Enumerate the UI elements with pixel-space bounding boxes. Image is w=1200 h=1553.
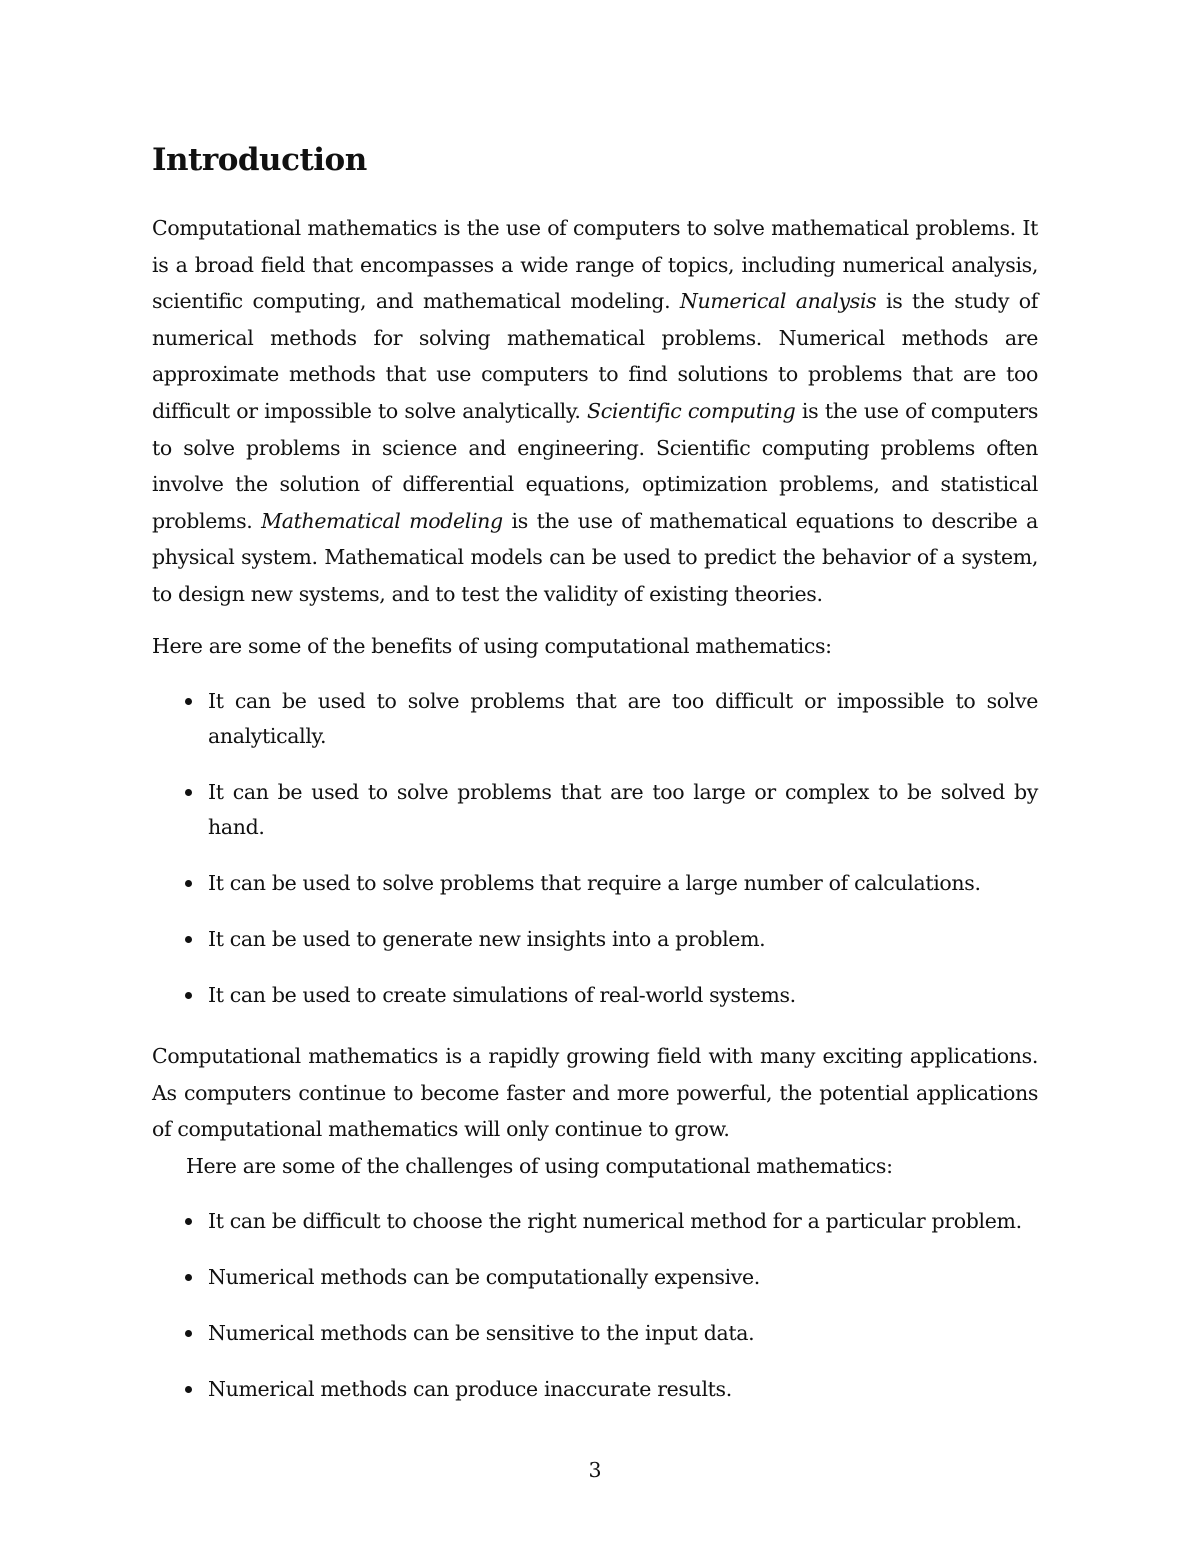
- term-scientific-computing: Scientific computing: [587, 398, 796, 423]
- list-item-text: It can be difficult to choose the right numerical method for a particular problem.: [208, 1209, 1022, 1233]
- growth-paragraph: Computational mathematics is a rapidly growing field with many exciting applications. As computers continue to become faster and more powerful, the potential applications of computational mathematics will only continue to grow.: [152, 1044, 1038, 1142]
- term-mathematical-modeling: Mathematical modeling: [261, 508, 503, 533]
- bullet-icon: [185, 1274, 192, 1281]
- list-item: [152, 866, 1038, 901]
- bullet-icon: [185, 992, 192, 999]
- intro-paragraph: [152, 210, 1038, 613]
- list-item: [152, 684, 1038, 754]
- list-item: [152, 978, 1038, 1013]
- list-item-text: It can be used to solve problems that require a large number of calculations.: [208, 871, 981, 895]
- bullet-icon: [185, 698, 192, 705]
- benefits-list: [152, 684, 1038, 1034]
- document-page: [152, 0, 1038, 1553]
- bullet-icon: [185, 880, 192, 887]
- list-item-text: Numerical methods can produce inaccurate results.: [208, 1377, 732, 1401]
- bullet-icon: [185, 1218, 192, 1225]
- intro-text-1: Computational mathematics is the use of computers to solve mathematical problems. It is a broad field that encompasses a wide range of topics, including numerical analysis, scientific computing, and mathematical modeling.: [152, 216, 1038, 314]
- benefits-intro: Here are some of the benefits of using computational mathematics:: [152, 634, 832, 658]
- list-item-text: It can be used to solve problems that are too large or complex to be solved by hand.: [208, 780, 1038, 839]
- list-item-text: It can be used to generate new insights into a problem.: [208, 927, 766, 951]
- list-item: [152, 1204, 1038, 1239]
- list-item: [152, 1260, 1038, 1295]
- bullet-icon: [185, 789, 192, 796]
- term-numerical-analysis: Numerical analysis: [679, 289, 877, 314]
- bullet-icon: [185, 1330, 192, 1337]
- bullet-icon: [185, 936, 192, 943]
- intro-text-2: is the study of numerical methods for solving mathematical problems. Numerical methods are approximate methods that use computers to find solutions to problems that are too difficult or impossible to solve analytically.: [152, 289, 1038, 423]
- section-heading: Introduction: [152, 142, 367, 178]
- list-item-text: Numerical methods can be sensitive to the input data.: [208, 1321, 755, 1345]
- intro-text-4: is the use of mathematical equations to describe a physical system. Mathematical models can be used to predict the behavior of a system, to design new systems, and to test the validity of existing theories.: [152, 508, 1038, 606]
- list-item: [152, 1372, 1038, 1407]
- page-number: 3: [588, 1458, 602, 1482]
- list-item: [152, 1316, 1038, 1351]
- list-item: [152, 922, 1038, 957]
- list-item-text: It can be used to create simulations of real-world systems.: [208, 983, 796, 1007]
- challenges-list: [152, 1204, 1038, 1428]
- list-item-text: Numerical methods can be computationally expensive.: [208, 1265, 760, 1289]
- challenges-intro: Here are some of the challenges of using computational mathematics:: [186, 1154, 893, 1178]
- intro-text-3: is the use of computers to solve problems in science and engineering. Scientific computing problems often involve the solution of differential equations, optimization problems, and statistical problems.: [152, 398, 1038, 533]
- list-item: [152, 775, 1038, 845]
- bullet-icon: [185, 1386, 192, 1393]
- list-item-text: It can be used to solve problems that are too difficult or impossible to solve analytically.: [208, 689, 1038, 748]
